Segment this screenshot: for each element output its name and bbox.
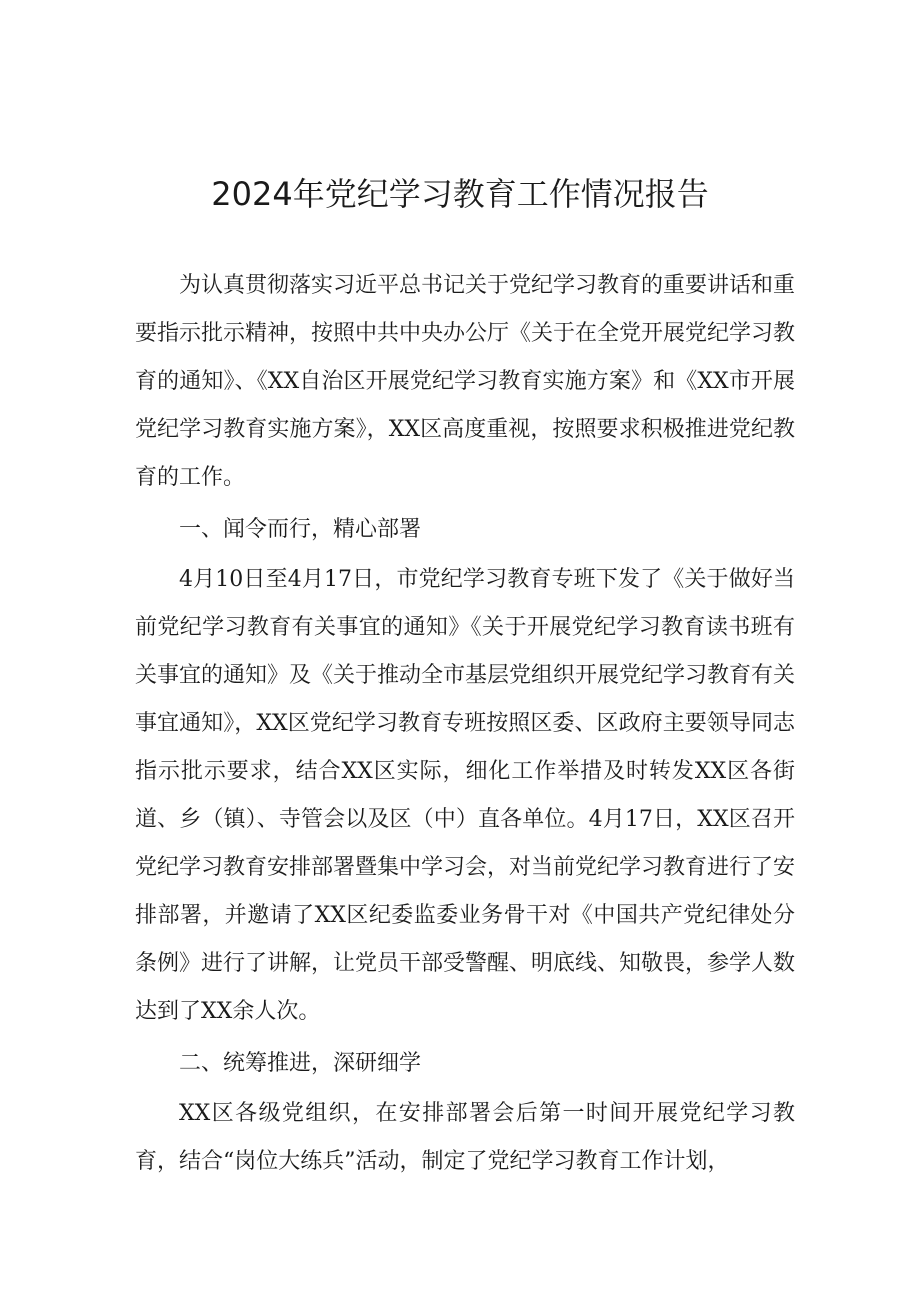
section-1-paragraph: 4月10日至4月17日，市党纪学习教育专班下发了《关于做好当前党纪学习教育有关事宜的通知》《关于开展党纪学习教育读书班有关事宜的通知》及《关于推动全市基层党组织开展党纪学习教育有关事宜通知》，XX区党纪学习教育专班按照区委、区政府主要领导同志指示批示要求，结合XX区实际，细化工作举措及时转发XX区各街道、乡（镇）、寺管会以及区（中）直各单位。4月17日，XX区召开党纪学习教育安排部署暨集中学习会，对当前党纪学习教育进行了安排部署，并邀请了XX区纪委监委业务骨干对《中国共产党纪律处分条例》进行了讲解，让党员干部受警醒、明底线、知敬畏，参学人数达到了XX余人次。 [135, 567, 796, 1024]
intro-paragraph: 为认真贯彻落实习近平总书记关于党纪学习教育的重要讲话和重要指示批示精神，按照中共中央办公厅《关于在全党开展党纪学习教育的通知》、《XX自治区开展党纪学习教育实施方案》和《XX市开展党纪学习教育实施方案》，XX区高度重视，按照要求积极推进党纪教育的工作。 [135, 273, 796, 490]
document-title: 2024年党纪学习教育工作情况报告 [211, 175, 709, 213]
section-2-heading: 二、统筹推进，深研细学 [179, 1051, 422, 1076]
document-body [135, 262, 795, 1186]
section-2-paragraph: XX区各级党组织，在安排部署会后第一时间开展党纪学习教育，结合“岗位大练兵”活动，制定了党纪学习教育工作计划， [135, 1101, 795, 1174]
section-1-heading: 一、闻令而行，精心部署 [179, 517, 422, 542]
